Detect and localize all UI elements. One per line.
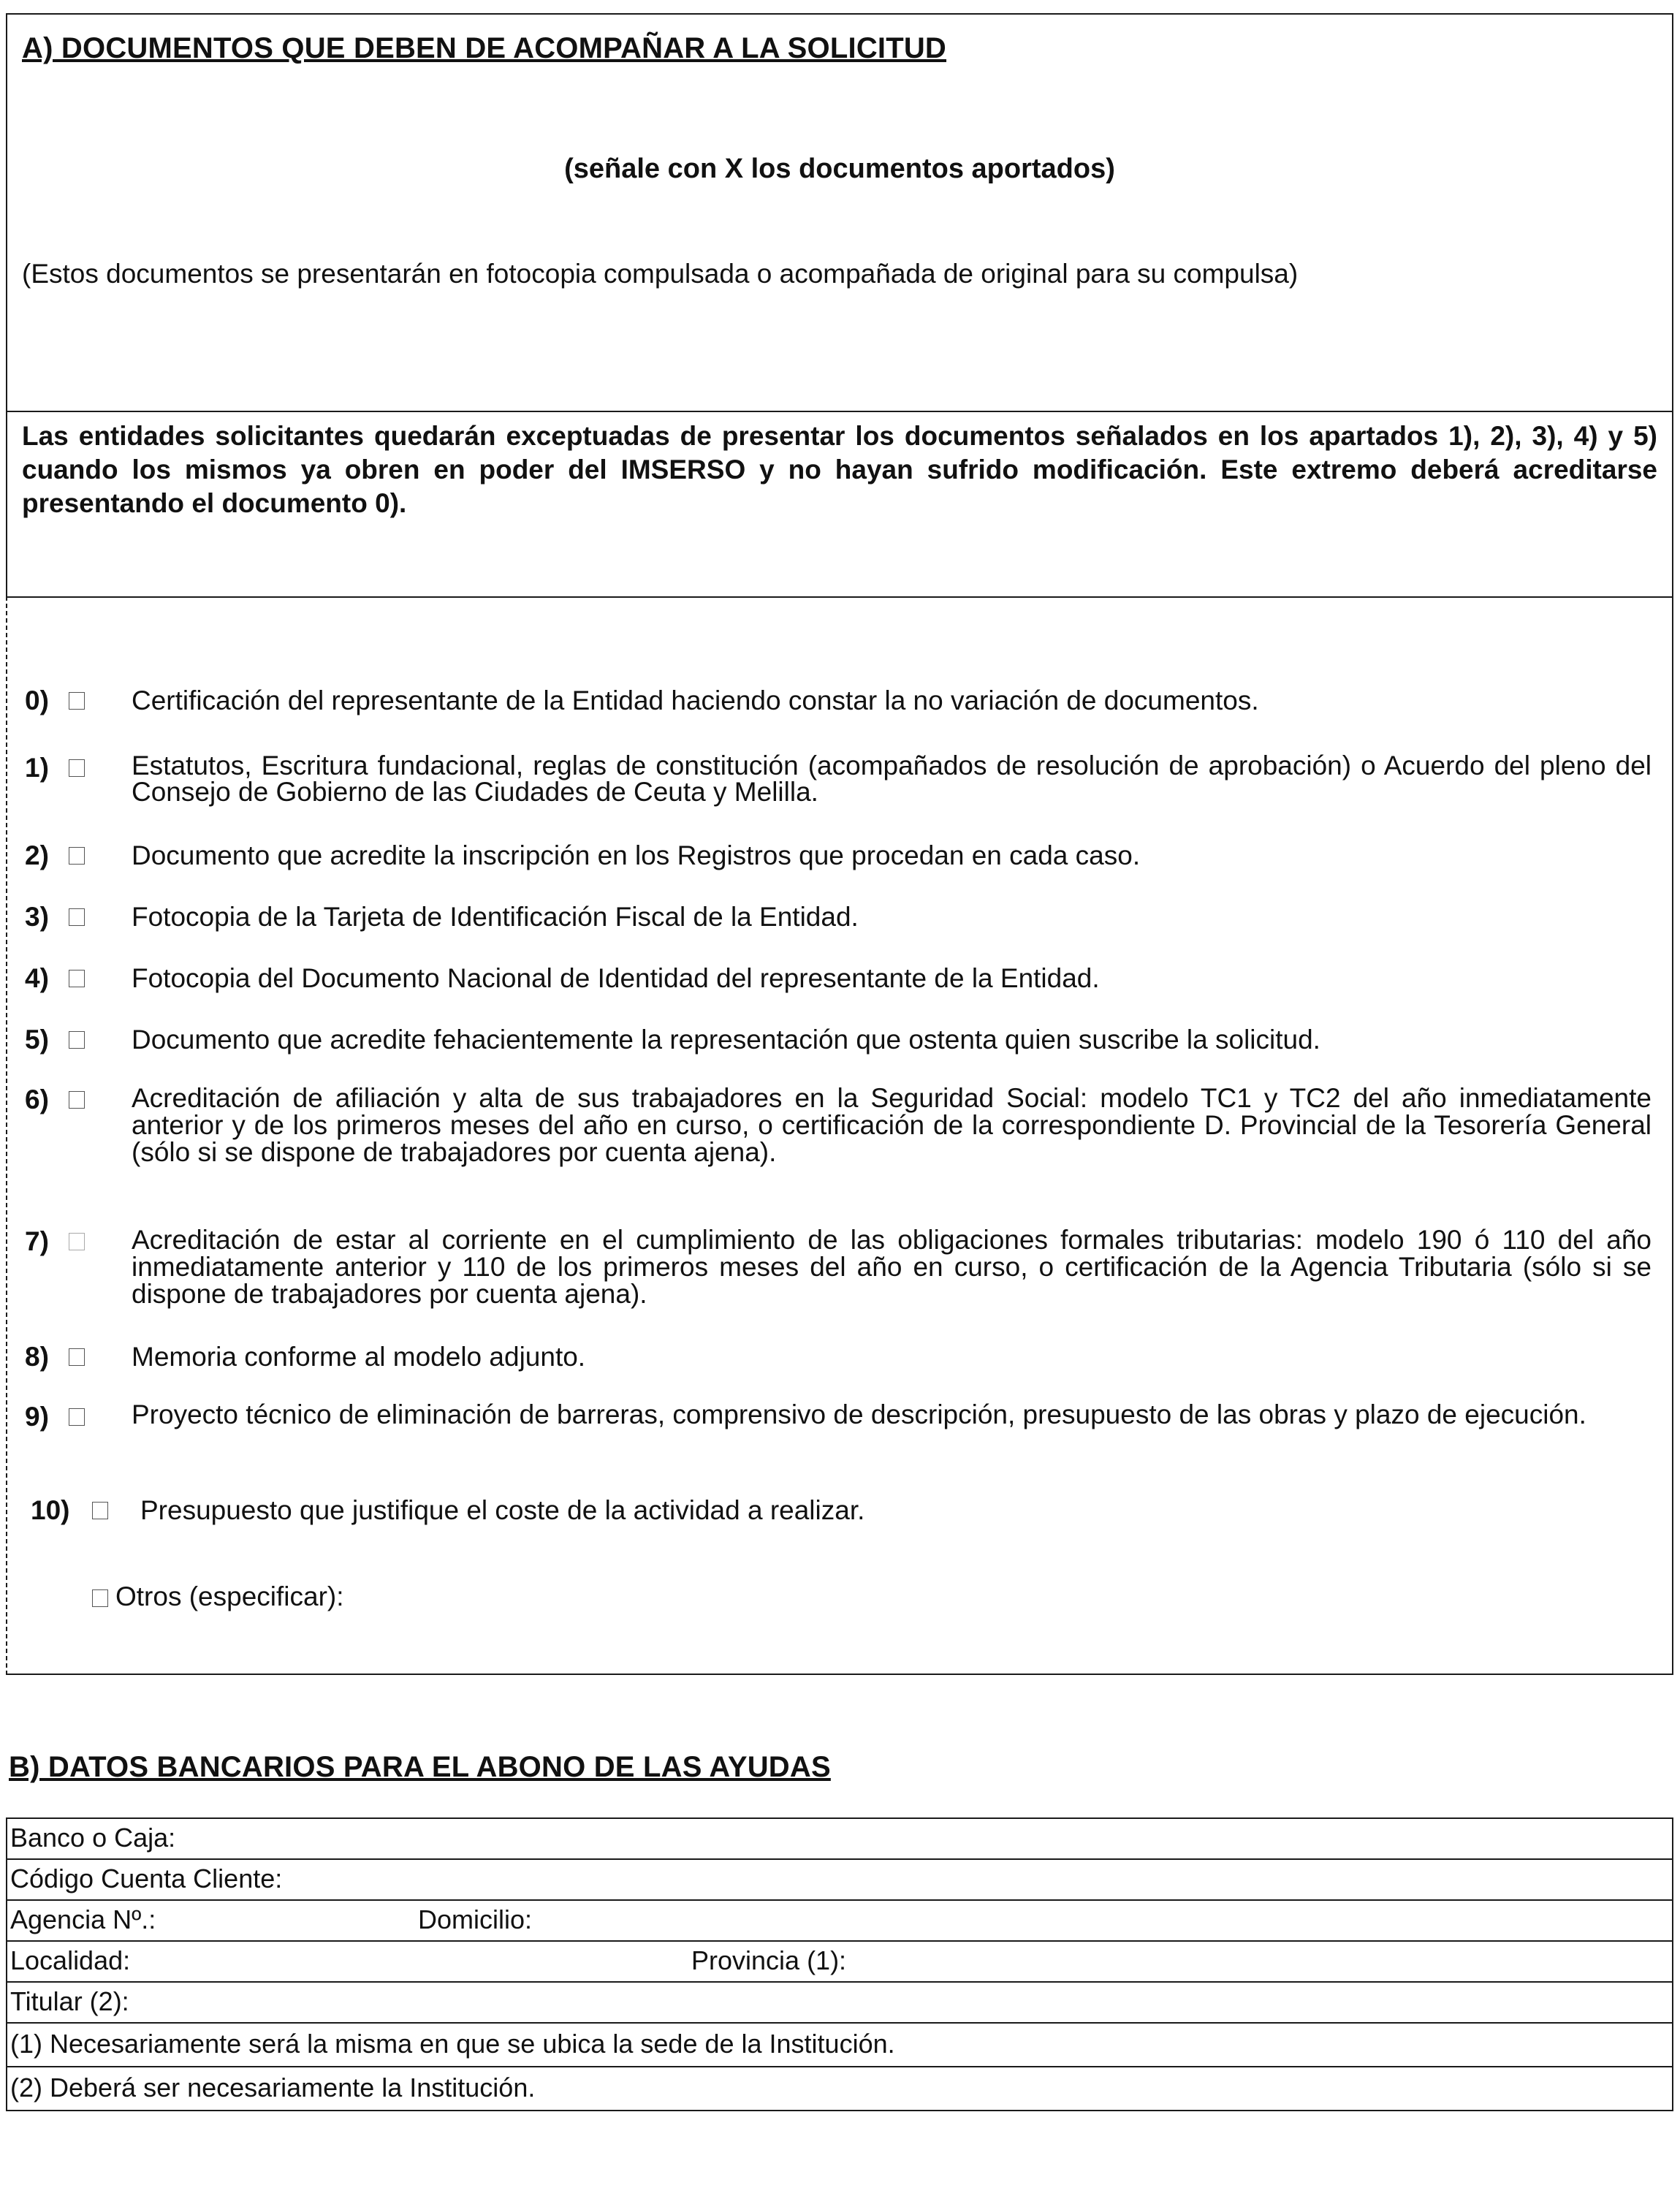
address-label: Domicilio: bbox=[418, 1904, 533, 1934]
item-text: Presupuesto que justifique el coste de la actividad a realizar. bbox=[140, 1495, 865, 1525]
item-text: Acreditación de estar al corriente en el cumplimiento de las obligaciones formales tributarias: modelo 190 ó 110 del año inmediatamente anterior y 110 de los primeros meses del año en curso, o certificación de la Agencia Tributaria (sólo si se dispone de trabajadores por cuenta ajena). bbox=[132, 1225, 1652, 1309]
document-checkbox-0[interactable] bbox=[69, 692, 85, 710]
item-text: Proyecto técnico de eliminación de barreras, comprensivo de descripción, presupuesto de las obras y plazo de ejecución. bbox=[132, 1399, 1586, 1429]
copy-instruction: (Estos documentos se presentarán en fotocopia compulsada o acompañada de original para su compulsa) bbox=[22, 259, 1299, 289]
document-checkbox-7[interactable] bbox=[69, 1233, 85, 1250]
bank-row-codigo[interactable] bbox=[7, 1860, 1672, 1901]
mark-instruction: (señale con X los documentos aportados) bbox=[564, 153, 1115, 184]
item-number: 7) bbox=[25, 1226, 49, 1256]
document-checkbox-9[interactable] bbox=[69, 1408, 85, 1426]
item-number: 5) bbox=[25, 1025, 49, 1055]
document-checkbox-3[interactable] bbox=[69, 908, 85, 926]
document-checkbox-6[interactable] bbox=[69, 1091, 85, 1109]
item-number: 1) bbox=[25, 753, 49, 783]
other-documents-item bbox=[92, 1581, 344, 1611]
document-checkbox-10[interactable] bbox=[92, 1502, 108, 1519]
item-text: Documento que acredite fehacientemente la representación que ostenta quien suscribe la solicitud. bbox=[132, 1025, 1320, 1055]
item-number: 10) bbox=[31, 1495, 70, 1525]
item-number: 6) bbox=[25, 1084, 49, 1114]
document-checkbox-2[interactable] bbox=[69, 847, 85, 865]
section-b-title: B) DATOS BANCARIOS PARA EL ABONO DE LAS AYUDAS bbox=[9, 1751, 831, 1783]
bank-note-1 bbox=[7, 2024, 1672, 2067]
other-documents-label: Otros (especificar): bbox=[115, 1581, 344, 1611]
item-text: Certificación del representante de la Entidad haciendo constar la no variación de documentos. bbox=[132, 685, 1259, 715]
locality-label: Localidad: bbox=[10, 1945, 131, 1975]
item-number: 2) bbox=[25, 840, 49, 870]
note-1-text: (1) Necesariamente será la misma en que se ubica la sede de la Institución. bbox=[10, 2029, 895, 2059]
document-checkbox-1[interactable] bbox=[69, 759, 85, 777]
document-checklist bbox=[6, 596, 1673, 1675]
item-number: 3) bbox=[25, 902, 49, 932]
item-text: Fotocopia de la Tarjeta de Identificación Fiscal de la Entidad. bbox=[132, 902, 859, 932]
item-number: 0) bbox=[25, 685, 49, 715]
province-label: Provincia (1): bbox=[691, 1945, 847, 1975]
bank-row-localidad[interactable] bbox=[7, 1942, 1672, 1983]
bank-note-2 bbox=[7, 2067, 1672, 2110]
bank-details-table bbox=[6, 1817, 1673, 2111]
item-text: Fotocopia del Documento Nacional de Identidad del representante de la Entidad. bbox=[132, 963, 1100, 993]
bank-row-banco[interactable] bbox=[7, 1819, 1672, 1860]
item-text: Acreditación de afiliación y alta de sus trabajadores en la Seguridad Social: modelo TC1 y TC2 del año inmediatamente anterior y de los primeros meses del año en curso, o certificación de la correspondiente D. Provincial de la Tesorería General (sólo si se dispone de trabajadores por cuenta ajena). bbox=[132, 1083, 1652, 1167]
item-text: Documento que acredite la inscripción en los Registros que procedan en cada caso. bbox=[132, 840, 1141, 870]
document-checkbox-5[interactable] bbox=[69, 1031, 85, 1049]
exception-paragraph: Las entidades solicitantes quedarán exceptuadas de presentar los documentos señalados en los apartados 1), 2), 3), 4) y 5) cuando los mismos ya obren en poder del IMSERSO y no hayan sufrido modificación. Este extremo deberá acreditarse presentando el documento 0). bbox=[22, 421, 1657, 518]
bank-row-agencia[interactable] bbox=[7, 1901, 1672, 1942]
item-text: Memoria conforme al modelo adjunto. bbox=[132, 1342, 586, 1372]
account-code-label: Código Cuenta Cliente: bbox=[10, 1864, 283, 1893]
section-a-title: A) DOCUMENTOS QUE DEBEN DE ACOMPAÑAR A LA SOLICITUD bbox=[22, 32, 947, 64]
other-documents-checkbox[interactable] bbox=[92, 1589, 108, 1607]
exception-box bbox=[6, 411, 1673, 598]
item-number: 9) bbox=[25, 1402, 49, 1432]
section-a-header-box bbox=[6, 13, 1673, 412]
bank-name-label: Banco o Caja: bbox=[10, 1823, 176, 1853]
note-2-text: (2) Deberá ser necesariamente la Institución. bbox=[10, 2073, 536, 2102]
agency-number-label: Agencia Nº.: bbox=[10, 1904, 156, 1934]
item-number: 8) bbox=[25, 1342, 49, 1372]
item-text: Estatutos, Escritura fundacional, reglas de constitución (acompañados de resolución de aprobación) o Acuerdo del pleno del Consejo de Gobierno de las Ciudades de Ceuta y Melilla. bbox=[132, 751, 1652, 807]
document-checkbox-4[interactable] bbox=[69, 970, 85, 987]
item-number: 4) bbox=[25, 963, 49, 993]
document-checkbox-8[interactable] bbox=[69, 1348, 85, 1366]
holder-label: Titular (2): bbox=[10, 1986, 129, 2016]
bank-row-titular[interactable] bbox=[7, 1983, 1672, 2024]
